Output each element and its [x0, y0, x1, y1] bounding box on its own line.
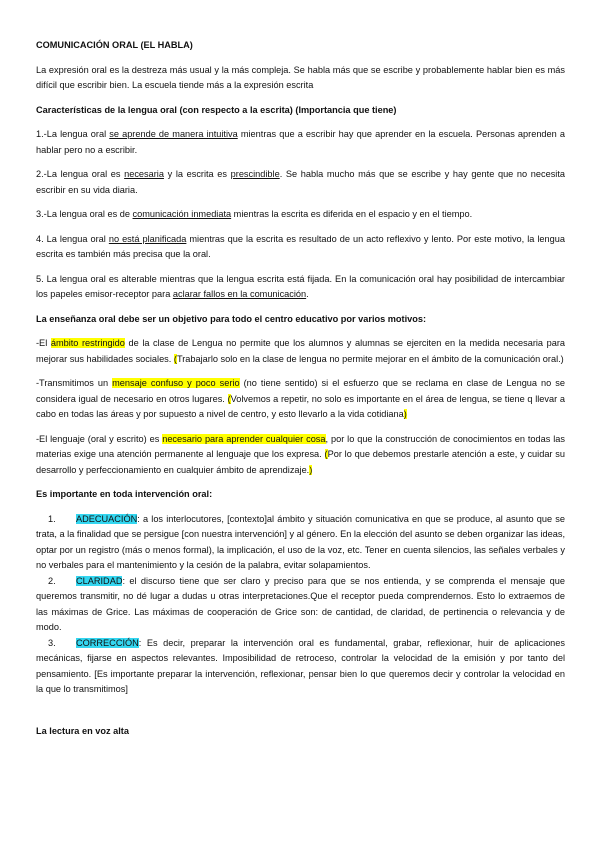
- reason-highlight: mensaje confuso y poco serio: [112, 378, 240, 388]
- features-heading: Características de la lengua oral (con respecto a la escrita) (Importancia que tiene): [36, 104, 397, 115]
- reason-text: -El lenguaje (oral y escrito) es: [36, 433, 163, 444]
- feature-text: y la escrita es: [163, 169, 231, 179]
- feature-underline: prescindible: [230, 169, 280, 179]
- feature-text: .: [306, 289, 309, 299]
- reason-highlight: ): [403, 409, 407, 419]
- list-number: 2.: [48, 575, 56, 586]
- list-text: : a los interlocutores, [contexto]al ámbito y situación comunicativa en que se produce, al asunto que se trata, a la finalidad que se persigue [con nuestra intervención] y al género. En la elección del asunto se deben organizar las ideas, optar por un registro (más o menos formal), la implicación, el uso de la voz, etc. Tener en cuenta silencios, las señales verbales y no verbales para el mantenimiento y la cesión de la palabra, evitar solapamientos.: [36, 513, 565, 570]
- reason-1: [36, 336, 565, 367]
- feature-text: 3.-La lengua oral es de: [36, 209, 133, 219]
- feature-text: mientras que la escrita es resultado de un acto reflexivo y lento. Por este motivo, la lengua escrita es también más precisa que la oral.: [36, 233, 565, 259]
- reason-highlight: (: [173, 353, 177, 364]
- reason-highlight: (: [324, 449, 328, 459]
- feature-3: [36, 207, 565, 223]
- reason-highlight: (: [227, 393, 231, 404]
- list-text: : el discurso tiene que ser claro y preciso para que se nos entienda, y se comprenda el mensaje que queremos transmitir, no dé lugar a dudas u otras interpretaciones.Que el receptor pueda comprendernos. Esto lo extraemos de las máximas de Grice. Las máximas de cooperación de Grice son: de cantidad, de claridad, de pertinencia o relevancia y de modo.: [36, 575, 565, 632]
- reason-2: [36, 376, 565, 423]
- list-number: 1.: [48, 513, 56, 524]
- feature-text: . Se habla mucho más que se escribe y hay gente que no necesita escribir en su vida diaria.: [36, 169, 565, 195]
- feature-text: mientras que a escribir hay que aprender en la escuela. Personas aprenden a hablar pero no a escribir.: [36, 129, 565, 155]
- teaching-heading: La enseñanza oral debe ser un objetivo para todo el centro educativo por varios motivos:: [36, 313, 427, 324]
- reason-3: [36, 432, 565, 479]
- list-number: 3.: [48, 637, 56, 648]
- reason-highlight: ): [309, 464, 313, 475]
- document-title: COMUNICACIÓN ORAL (EL HABLA): [36, 40, 193, 50]
- feature-text: 2.-La lengua oral es: [36, 169, 125, 179]
- reason-highlight: ámbito restringido: [50, 338, 125, 348]
- reason-text: Volvemos a repetir, no solo es importante en el área de lengua, se tiene q llevar a cabo en todas las áreas y por supuesto a nivel de centro, y esto llevarlo a la vida cotidiana: [36, 393, 565, 419]
- reason-text: (no tiene sentido) si el esfuerzo que se reclama en clase de Lengua no se considera igual de necesario en otros lugares.: [36, 378, 565, 404]
- feature-2: [36, 167, 565, 198]
- list-item-adecuacion: [36, 512, 565, 574]
- feature-text: 5. La lengua oral es alterable mientras que la lengua escrita está fijada. En la comunicación oral hay posibilidad de intercambiar los papeles emisor-receptor para: [36, 273, 565, 299]
- feature-text: 1.-La lengua oral: [36, 129, 110, 139]
- feature-underline: necesaria: [124, 169, 164, 179]
- reason-text: Por lo que debemos prestarle atención a este, y cuidar su desarrollo y perfeccionamiento en cualquier ámbito de aprendizaje.: [36, 449, 565, 475]
- list-item-correccion: [36, 636, 565, 698]
- feature-text: 4. La lengua oral: [36, 233, 109, 244]
- reason-text: Trabajarlo solo en la clase de lengua no permite mejorar en el ámbito de la comunicación oral.): [176, 353, 564, 364]
- list-keyword: CORRECCIÓN: [76, 637, 139, 648]
- reason-text: -Transmitimos un: [36, 378, 113, 388]
- list-item-claridad: [36, 574, 565, 636]
- feature-underline: aclarar fallos en la comunicación: [172, 289, 307, 299]
- list-keyword: ADECUACIÓN: [76, 513, 138, 524]
- feature-underline: no está planificada: [108, 233, 187, 244]
- feature-text: mientras la escrita es diferida en el espacio y en el tiempo.: [231, 209, 473, 219]
- feature-underline: comunicación inmediata: [132, 209, 232, 219]
- intro-paragraph: La expresión oral es la destreza más usual y la más compleja. Se habla más que se escribe y probablemente hablar bien es más difícil que escribir bien. La escuela tiende más a la expresión escrita: [36, 64, 565, 90]
- reason-highlight: necesario para aprender cualquier cosa: [162, 433, 326, 444]
- reason-text: -El: [36, 338, 51, 348]
- feature-4: [36, 232, 565, 263]
- last-heading: La lectura en voz alta: [36, 725, 129, 736]
- important-heading: Es importante en toda intervención oral:: [36, 489, 213, 499]
- feature-5: [36, 272, 565, 303]
- list-text: : Es decir, preparar la intervención oral es fundamental, grabar, reflexionar, huir de aplicaciones mecánicas, fijarse en aspectos relevantes. Imposibilidad de retroceso, controlar la velocidad de la emisión y por tanto del pensamiento. [Es importante preparar la intervención, reflexionar, pensar bien lo que queremos decir y controlar la velocidad en la que lo transmitimos]: [36, 637, 565, 694]
- feature-1: [36, 127, 565, 158]
- list-keyword: CLARIDAD: [76, 575, 123, 586]
- reason-text: , por lo que la construcción de conocimientos en todas las materias exige una atención permanente al lenguaje que los expresa.: [36, 433, 565, 459]
- reason-text: de la clase de Lengua no permite que los alumnos y alumnas se ejerciten en la medida necesaria para mejorar sus habilidades sociales.: [36, 338, 566, 364]
- feature-underline: se aprende de manera intuitiva: [109, 129, 238, 139]
